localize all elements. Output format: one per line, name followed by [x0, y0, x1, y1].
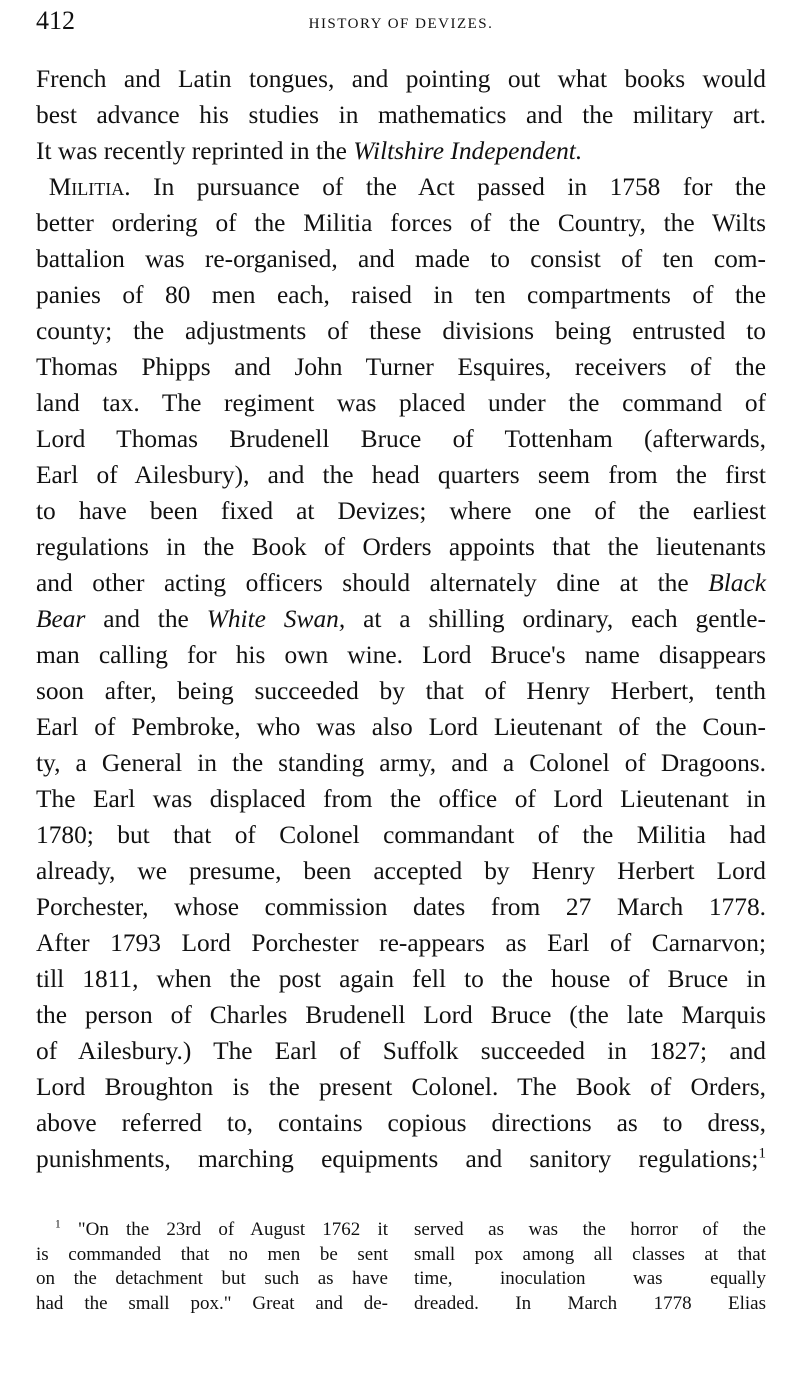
text-span: and other acting officers should alternately dine at the — [36, 569, 709, 597]
body-text — [36, 61, 766, 1177]
text-line — [36, 601, 766, 637]
text-line — [36, 169, 766, 205]
text-span: In pursuance of the Act passed in 1758 for the — [130, 173, 766, 201]
text-span: punishments, marching equipments and sanitory regulations; — [36, 1145, 759, 1173]
footnote-line: time, inoculation was equally — [414, 1268, 766, 1289]
text-line — [36, 133, 766, 169]
footnote-column-left — [36, 1218, 388, 1316]
text-line: panies of 80 men each, raised in ten compartments of the — [36, 281, 766, 309]
footnote-line: served as was the horror of the — [414, 1219, 766, 1240]
page-header — [36, 6, 766, 36]
text-line: ty, a General in the standing army, and a Colonel of Dragoons. — [36, 749, 766, 777]
text-line: French and Latin tongues, and pointing out what books would — [36, 65, 766, 93]
text-span: It was recently reprinted in the — [36, 137, 354, 165]
footnote-column-right — [414, 1218, 766, 1316]
footnote-line: is commanded that no men be sent — [36, 1243, 388, 1265]
text-line — [36, 565, 766, 601]
footnote-marker: 1 — [55, 1218, 61, 1231]
text-line: Thomas Phipps and John Turner Esquires, receivers of the — [36, 353, 766, 381]
text-line: Lord Broughton is the present Colonel. The Book of Orders, — [36, 1073, 766, 1101]
text-line: better ordering of the Militia forces of the Country, the Wilts — [36, 209, 766, 237]
text-line: Porchester, whose commission dates from 27 March 1778. — [36, 893, 766, 921]
text-span: and the — [85, 605, 207, 633]
footnote-line: on the detachment but such as have — [36, 1268, 388, 1289]
page-number: 412 — [36, 6, 75, 35]
text-span: "On the 23rd of August 1762 it — [60, 1219, 388, 1240]
footnote-ref: 1 — [758, 1144, 766, 1162]
footnote-line — [36, 1218, 388, 1243]
text-line: battalion was re-organised, and made to consist of ten com- — [36, 245, 766, 273]
text-span: at a shilling ordinary, each gentle- — [345, 605, 766, 633]
text-line: the person of Charles Brudenell Lord Bruce (the late Marquis — [36, 1001, 766, 1029]
italic-title: Wiltshire Independent. — [353, 137, 583, 165]
text-line: county; the adjustments of these divisions being entrusted to — [36, 317, 766, 345]
text-line: Earl of Ailesbury), and the head quarters seem from the first — [36, 461, 766, 489]
text-line: best advance his studies in mathematics and the military art. — [36, 101, 766, 129]
text-line: 1780; but that of Colonel commandant of the Militia had — [36, 821, 766, 849]
text-line: The Earl was displaced from the office of Lord Lieutenant in — [36, 785, 766, 813]
footnote-line: had the small pox." Great and de- — [36, 1292, 388, 1314]
italic-place: Bear — [36, 605, 86, 633]
text-line: till 1811, when the post again fell to the house of Bruce in — [36, 965, 766, 993]
footnote-line: small pox among all classes at that — [414, 1243, 766, 1265]
text-line: land tax. The regiment was placed under the command of — [36, 389, 766, 417]
italic-place: White Swan, — [206, 605, 346, 633]
italic-place: Black — [708, 569, 766, 597]
text-line: man calling for his own wine. Lord Bruce's name disappears — [36, 641, 766, 669]
section-heading: Militia. — [48, 173, 131, 201]
text-line: already, we presume, been accepted by Henry Herbert Lord — [36, 857, 766, 885]
text-line: regulations in the Book of Orders appoints that the lieutenants — [36, 533, 766, 561]
text-line: of Ailesbury.) The Earl of Suffolk succeeded in 1827; and — [36, 1037, 766, 1065]
footnote-line: dreaded. In March 1778 Elias — [414, 1292, 766, 1314]
text-line: After 1793 Lord Porchester re-appears as Earl of Carnarvon; — [36, 929, 766, 957]
text-line — [36, 1141, 766, 1177]
running-title: HISTORY OF DEVIZES. — [308, 16, 494, 32]
text-line: to have been fixed at Devizes; where one of the earliest — [36, 497, 766, 525]
text-line: Lord Thomas Brudenell Bruce of Tottenham (afterwards, — [36, 425, 766, 453]
text-line: Earl of Pembroke, who was also Lord Lieutenant of the Coun- — [36, 713, 766, 741]
text-line: above referred to, contains copious directions as to dress, — [36, 1109, 766, 1137]
text-line: soon after, being succeeded by that of Henry Herbert, tenth — [36, 677, 766, 705]
